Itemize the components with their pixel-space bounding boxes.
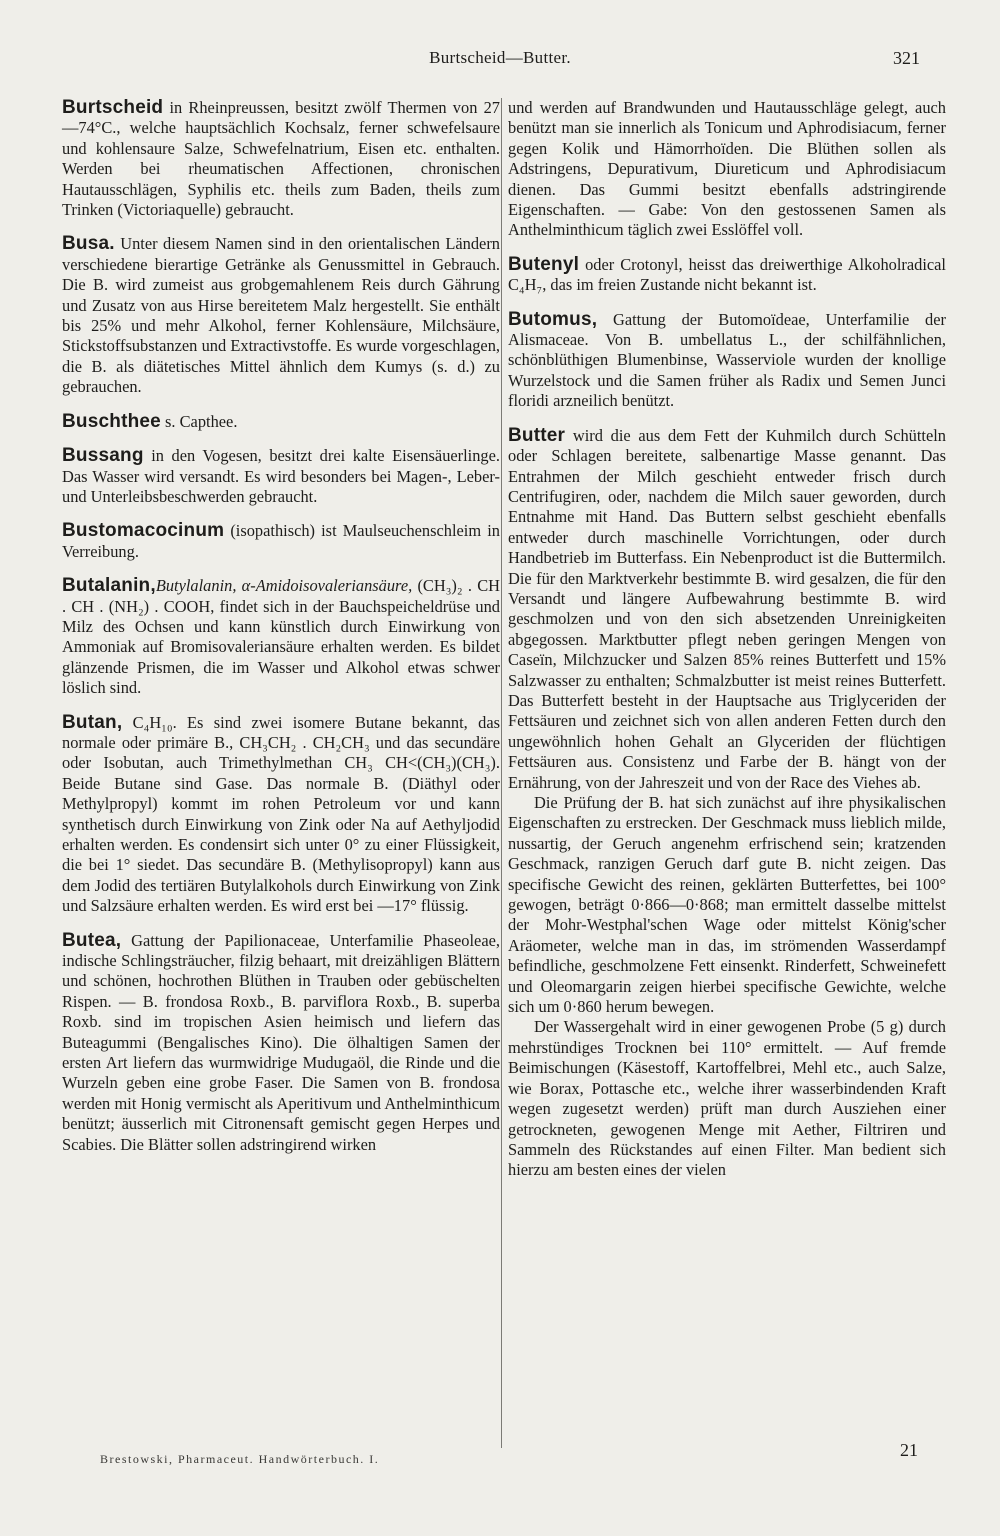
entry-bussang <box>62 446 500 507</box>
entry-text: (CH₃)₂ . CH . CH . (NH₂) . COOH, findet sich in der Bauchspeicheldrüse und Milz des Ochsen und kann künstlich durch Einwirkung von Ammoniak auf Bromisovaleriansäure erhalten werden. Es bildet glänzende Prismen, die im Wasser und Alkohol etwas schwer löslich sind. <box>62 576 500 698</box>
entry-subhead: Butylalanin, α-Amidoisovaleriansäure, <box>155 576 413 596</box>
entry-head: Bustomacocinum <box>62 520 225 542</box>
entry-buschthee <box>62 412 500 432</box>
imprint-footer: Brestowski, Pharmaceut. Handwörterbuch. I. <box>100 1452 380 1466</box>
entry-head: Butalanin, <box>62 575 156 597</box>
entry-text: C₄H₁₀. Es sind zwei isomere Butane bekannt, das normale oder primäre B., CH₃CH₂ . CH₂CH₃ und das secundäre oder Isobutan, auch Trimethylmethan CH₃ CH<(CH₃)(CH₃). Beide Butane sind Gase. Das normale B. (Diäthyl oder Methylpropyl) kommt im rohen Petroleum vor und kann synthetisch durch Einwirkung von Zink oder Na auf Aethyljodid erhalten werden. Es condensirt sich unter 0° zu einer Flüssigkeit, die bei 1° siedet. Das secundäre B. (Methylisopropyl) kann aus dem Jodid des tertiären Butylalkohols durch Einwirkung von Zink und Salzsäure erhalten werden. Es wird erst bei —17° flüssig. <box>62 712 500 916</box>
entry-butea-continued <box>508 98 946 241</box>
right-column <box>508 98 946 1195</box>
entry-text: und werden auf Brandwunden und Hautausschläge gelegt, auch benützt man sie innerlich als Tonicum und Aphrodisiacum, ferner gegen Kolik und Hämorrhoïden. Die Blüthen sollen als Adstringens, Depurativum, Diureticum und Aphrodisiacum dienen. Das Gummi besitzt ebenfalls adstringirende Eigenschaften. — Gabe: Von den gestossenen Samen als Anthelminthicum täglich zwei Esslöffel voll. <box>508 98 946 240</box>
signature-mark: 21 <box>900 1440 918 1460</box>
left-column <box>62 98 500 1169</box>
entry-text: wird die aus dem Fett der Kuhmilch durch Schütteln oder Schlagen bereitete, salbenartige Masse genannt. Das Entrahmen der Milch geschieht entweder frisch durch Centrifugiren, oder, nachdem die Milch sauer geworden, durch Entnahme mit Hand. Das Buttern selbst geschieht ebenfalls entweder durch maschinelle Vorrichtungen, oder durch Handbetrieb im Butterfass. Ein Nebenproduct ist die Buttermilch. Die für den Marktverkehr bestimmte B. wird gesalzen, die für den Versandt und längere Aufbewahrung bestimmte B. wird geschmolzen und von den sich absetzenden Unreinigkeiten abgegossen. Marktbutter pflegt neben geringen Mengen von Caseïn, Milchzucker und Salzen 85% reines Butterfett und 15% Salzwasser zu enthalten; Schmalzbutter ist meist reines Butterfett. Das Butterfett besteht in der Hauptsache aus Triglyceriden der Fettsäuren und zeichnet sich von allen anderen Fetten durch den ungewöhnlich hohen Gehalt an Glyceriden der flüchtigen Fettsäuren aus. Consistenz und Farbe der B. hängt von der Ernährung, von der Jahreszeit und von der Race des Viehes ab. <box>508 425 946 792</box>
entry-text: Unter diesem Namen sind in den orientalischen Ländern verschiedene bierartige Getränke als Genussmittel in Gebrauch. Die B. wird zumeist aus grobgemahlenem Reis durch Gährung und Zusatz von aus Hirse bereitetem Malz hergestellt. Sie enthält bis 25% und mehr Alkohol, ferner Kohlensäure, Milchsäure, Stickstoffsubstanzen und Extractivstoffe. Es wurde vorgeschlagen, die B. als diätetisches Mittel ähnlich dem Kumys (s. d.) zu gebrauchen. <box>62 234 500 397</box>
entry-butea <box>62 931 500 1155</box>
entry-head: Buschthee <box>62 410 161 432</box>
entry-paragraph: Der Wassergehalt wird in einer gewogenen Probe (5 g) durch mehrstündiges Trocknen bei 110° ermittelt. — Auf fremde Beimischungen (Käsestoff, Kartoffelbrei, Mehl etc., auch Salze, wie Borax, Pottasche etc., welche ihrer wasserbindenden Kraft wegen zugesetzt werden) prüft man durch Ausziehen einer getrockneten, gewogenen Menge mit Aether, Filtriren und Sammeln des Rückstandes auf einen Filter. Man bedient sich hierzu am besten eines der vielen <box>508 1017 946 1180</box>
entry-busa <box>62 234 500 397</box>
entry-text: in den Vogesen, besitzt drei kalte Eisensäuerlinge. Das Wasser wird versandt. Es wird besonders bei Magen-, Leber- und Unterleibsbeschwerden gebraucht. <box>62 446 500 506</box>
entry-text: (isopathisch) ist Maulseuchenschleim in Verreibung. <box>62 521 500 561</box>
entry-head: Bussang <box>62 445 144 467</box>
entry-butter <box>508 426 946 1181</box>
page-number: 321 <box>893 48 920 68</box>
entry-head: Burtscheid <box>62 97 164 118</box>
entry-head: Butenyl <box>508 253 580 275</box>
entry-text: s. Capthee. <box>165 411 238 431</box>
running-title: Burtscheid—Butter. <box>429 48 571 67</box>
entry-paragraph: Die Prüfung der B. hat sich zunächst auf ihre physikalischen Eigenschaften zu erstrecken. Der Geschmack muss lieblich milde, nussartig, der Geruch angenehm erfrischend sein; kratzenden Geschmack, ranzigen Geruch darf gute B. nicht zeigen. Das specifische Gewicht des reinen, geklärten Butterfettes, bei 100° gewogen, beträgt 0·866—0·868; man ermittelt dasselbe mittelst der Mohr-Westphal'schen Wage oder mittelst König'scher Aräometer, welche man in das, im strömenden Wasserdampf befindliche, geschmolzene Fett einsenkt. Rinderfett, Schweinefett und Oleomargarin zeigen hierbei specifische Gewichte, welche sich um 0·860 herum bewegen. <box>508 793 946 1017</box>
entry-text: Gattung der Butomoïdeae, Unterfamilie der Alismaceae. Von B. umbellatus L., der schilfähnlichen, schönblüthigen Blumenbinse, Wasserviole wurden der knollige Wurzelstock und die Samen früher als Radix und Semen Junci floridi arzneilich benützt. <box>508 309 946 411</box>
entry-butomus <box>508 310 946 412</box>
entry-head: Butea, <box>62 929 122 951</box>
column-divider <box>501 98 502 1448</box>
entry-butenyl <box>508 255 946 296</box>
entry-head: Butter <box>508 424 566 446</box>
entry-head: Busa. <box>62 233 115 255</box>
entry-butan <box>62 713 500 917</box>
entry-text: Gattung der Papilionaceae, Unterfamilie Phaseoleae, indische Schlingsträucher, filzig behaart, mit dreizähligen Blättern und schönen, hochrothen Blüthen in Trauben oder gebüschelten Rispen. — B. frondosa Roxb., B. parviflora Roxb., B. superba Roxb. sind im tropischen Asien heimisch und liefern das Buteagummi (Bengalisches Kino). Die ölhaltigen Samen der ersten Art liefern das wurmwidrige Mudugaöl, die Rinde und die Wurzeln geben eine grobe Faser. Die Samen von B. frondosa werden mit Honig vermischt als Aperitivum und Anthelminthicum benützt; äusserlich mit Citronensaft gemischt gegen Herpes und Scabies. Die Blätter sollen adstringirend wirken <box>62 930 500 1154</box>
entry-head: Butan, <box>62 711 123 733</box>
entry-burtscheid <box>62 98 500 220</box>
entry-bustomacocinum <box>62 521 500 562</box>
entry-butalanin <box>62 576 500 698</box>
entry-text: oder Crotonyl, heisst das dreiwerthige Alkoholradical C₄H₇, das im freien Zustande nicht bekannt ist. <box>508 254 946 295</box>
entry-head: Butomus, <box>508 308 598 330</box>
entry-text: in Rheinpreussen, besitzt zwölf Thermen von 27—74°C., welche hauptsächlich Kochsalz, ferner schwefelsaure und kohlensaure Salze, Schwefelnatrium, Eisen etc. enthalten. Werden bei rheumatischen Affectionen, chronischen Hautausschlägen, Syphilis etc. theils zum Baden, theils zum Trinken (Victoriaquelle) gebraucht. <box>62 98 500 220</box>
